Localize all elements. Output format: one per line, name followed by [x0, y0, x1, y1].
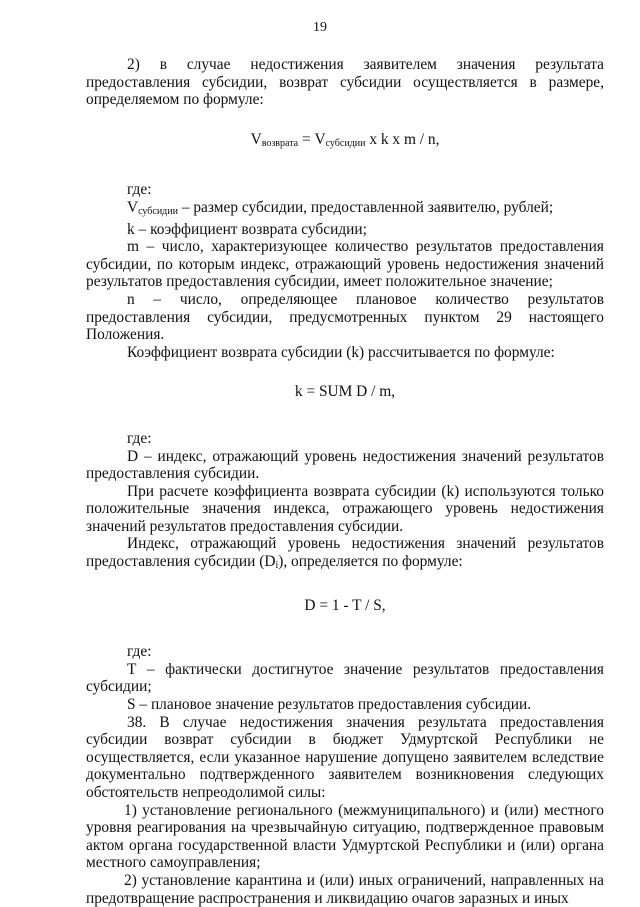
definition-s: S – плановое значение результатов предоставления субсидии.	[127, 696, 532, 714]
formula-return-amount: $V_{возврата} = V_{субсидии}$ x k x m / n,	[250, 130, 440, 149]
paragraph-index: Индекс, отражающий уровень недостижения значений результатов предоставления субсидии $(D_i)$, определяется по формуле:	[86, 535, 604, 572]
where-label-3: где:	[127, 643, 152, 661]
page-content	[86, 56, 604, 907]
paragraph-38: 38. В случае недостижения значения результата предоставления субсидии возврат субсидии в бюджет Удмуртской Республики не осуществляется, если указанное нарушение допущено заявителем вследствие документально подтвержденного заявителем возникновения следующих обстоятельств непреодолимой силы:	[86, 713, 604, 801]
definition-d: D – индекс, отражающий уровень недостижения значений результатов предоставления субсидии.	[86, 447, 604, 483]
where-label: где:	[127, 181, 152, 199]
list-item-2: 2) установление карантина и (или) иных ограничений, направленных на предотвращение распространения и ликвидацию очагов заразных и иных	[86, 871, 604, 907]
definition-t: Т – фактически достигнутое значение результатов предоставления субсидии;	[86, 660, 604, 696]
list-item-1: 1) установление регионального (межмуниципального) и (или) местного уровня реагирования на чрезвычайную ситуацию, подтвержденное правовым актом органа государственной власти Удмуртской Республики и (или) органа местного самоуправления;	[86, 801, 604, 872]
paragraph-calculation: При расчете коэффициента возврата субсидии (k) используются только положительные значения индекса, отражающего уровень недостижения значений результатов предоставления субсидии.	[86, 482, 604, 535]
where-label-2: где:	[127, 429, 152, 447]
definition-v: $V_{субсидии}$ – размер субсидии, предоставленной заявителю, рублей;	[127, 198, 554, 217]
paragraph-coefficient: Коэффициент возврата субсидии (k) рассчитывается по формуле:	[127, 343, 555, 361]
definition-m: m – число, характеризующее количество результатов предоставления субсидии, по которым индекс, отражающий уровень недостижения значений результатов предоставления субсидии, имеет положительное значение;	[86, 238, 604, 291]
definition-n: n – число, определяющее плановое количество результатов предоставления субсидии, предусмотренных пунктом 29 настоящего Положения.	[86, 290, 604, 344]
formula-coefficient: k = SUM D / m,	[294, 383, 396, 401]
definition-k: k – коэффициент возврата субсидии;	[127, 220, 367, 238]
page-number: 19	[313, 20, 327, 35]
formula-index: D = 1 - T / S,	[304, 596, 386, 614]
paragraph-return-case: 2) в случае недостижения заявителем значения результата предоставления субсидии, возврат субсидии осуществляется в размере, определяемом по формуле:	[86, 56, 604, 109]
